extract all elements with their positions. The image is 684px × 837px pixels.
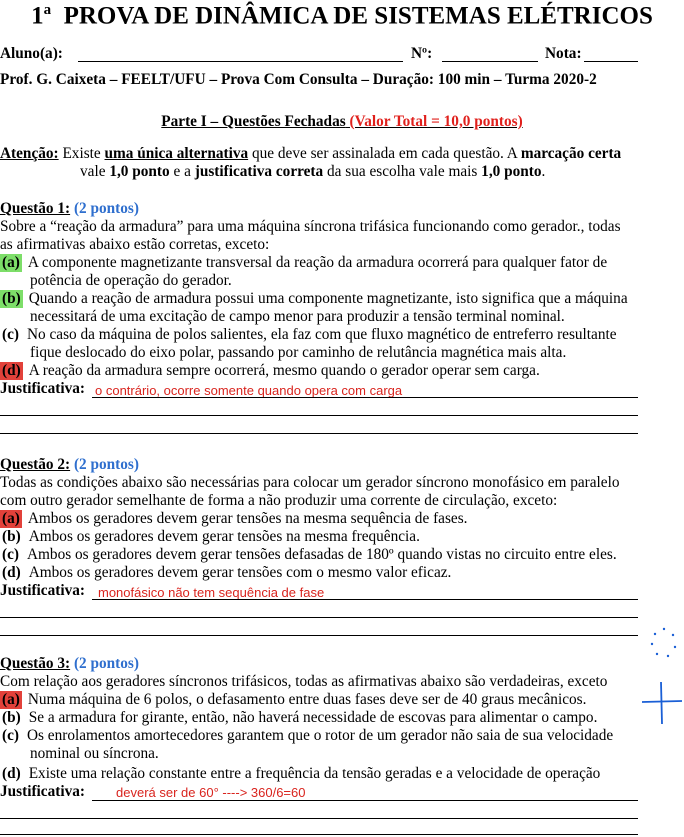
question-1-stem: Sobre a “reação da armadura” para uma máquina síncrona trifásica funcionando como gerador., todas (0, 218, 621, 235)
question-2-stem-cont: com outro gerador semelhante de forma a não produzir uma corrente de circulação, exceto: (0, 492, 558, 509)
q1-option-a[interactable]: (a) A componente magnetizante transversal da reação da armadura ocorrerá para qualquer fator de (2, 254, 608, 271)
grade-blank[interactable] (584, 61, 638, 62)
q2-answer-line-3 (0, 635, 638, 636)
q1-option-c-letter: (c) (2, 326, 19, 343)
q1-option-b[interactable]: (b) Quando a reação de armadura possui uma componente magnetizante, isto significa que a máquina (2, 290, 628, 307)
q2-answer-line (92, 599, 638, 600)
pen-dots-mark (646, 625, 682, 661)
q2-answer-line-2 (0, 617, 638, 618)
q3-answer-line (92, 800, 638, 801)
question-1-header: Questão 1: (2 pontos) (0, 200, 139, 217)
number-label: Nº: (411, 45, 433, 62)
q2-option-d[interactable]: (d) Ambos os geradores devem gerar tensões com o mesmo valor eficaz. (2, 564, 452, 581)
q1-answer[interactable]: o contrário, ocorre somente quando opera com carga (95, 383, 403, 398)
student-blank[interactable] (78, 61, 403, 62)
q1-answer-line-3 (0, 433, 638, 434)
question-1-stem-cont: as afirmativas abaixo estão corretas, exceto: (0, 236, 270, 253)
q2-option-b[interactable]: (b) Ambos os geradores devem gerar tensões na mesma frequência. (2, 528, 420, 545)
q2-option-b-letter: (b) (2, 528, 21, 545)
q3-option-c-cont: nominal ou síncrona. (30, 745, 159, 762)
pen-cross-mark (640, 680, 684, 726)
q3-option-d[interactable]: (d) Existe uma relação constante entre a frequência da tensão geradas e a velocidade de operação (2, 765, 601, 782)
q1-option-c[interactable]: (c) No caso da máquina de polos salientes, ela faz com que fluxo magnético de entreferro resultante (2, 326, 617, 343)
q3-justificativa-label: Justificativa: (0, 783, 85, 800)
q3-option-c[interactable]: (c) Os enrolamentos amortecedores garantem que o rotor de um gerador não saia de sua velocidade (2, 727, 614, 744)
q1-option-c-cont: fique deslocado do eixo polar, passando por caminho de relutância magnética mais alta. (30, 344, 567, 361)
exam-info: Prof. G. Caixeta – FEELT/UFU – Prova Com Consulta – Duração: 100 min – Turma 2020-2 (0, 71, 597, 88)
q1-justificativa-label: Justificativa: (0, 380, 85, 397)
question-2-stem: Todas as condições abaixo são necessárias para colocar um gerador síncrono monofásico em paralelo (0, 474, 620, 491)
q1-option-d[interactable]: (d) A reação da armadura sempre ocorrerá, mesmo quando o gerador operar sem carga. (2, 362, 540, 379)
q3-option-c-letter: (c) (2, 727, 19, 744)
number-blank[interactable] (442, 61, 538, 62)
q3-option-b-letter: (b) (2, 709, 21, 726)
q3-option-d-letter: (d) (2, 765, 21, 782)
attention-line-1: Atenção: Existe uma única alternativa que deve ser assinalada em cada questão. A marcação certa (0, 145, 622, 162)
part-header: Parte I – Questões Fechadas (Valor Total = 10,0 pontos) (161, 113, 523, 130)
q2-justificativa-label: Justificativa: (0, 582, 85, 599)
student-label: Aluno(a): (0, 45, 63, 62)
q3-option-a[interactable]: (a) Numa máquina de 6 polos, o defasamento entre duas fases deve ser de 40 graus mecânicos. (2, 691, 587, 708)
q2-option-c[interactable]: (c) Ambos os geradores devem gerar tensões defasadas de 180º quando vistas no circuito entre eles. (2, 546, 617, 563)
q3-answer[interactable]: deverá ser de 60° ----> 360/6=60 (116, 785, 306, 800)
q3-option-a-letter: (a) (2, 691, 20, 708)
q1-option-a-letter: (a) (2, 254, 20, 271)
q2-option-a[interactable]: (a) Ambos os geradores devem gerar tensões na mesma sequência de fases. (2, 510, 468, 527)
grade-label: Nota: (545, 45, 582, 62)
q2-answer[interactable]: monofásico não tem sequência de fase (98, 585, 325, 600)
q1-option-d-letter: (d) (2, 362, 21, 379)
q1-answer-line-2 (0, 415, 638, 416)
page-title: 1$^a$ PROVA DE DINÂMICA DE SISTEMAS ELÉTRICOS (31, 2, 653, 30)
q2-option-c-letter: (c) (2, 546, 19, 563)
q1-option-b-letter: (b) (2, 290, 21, 307)
attention-line-2: vale 1,0 ponto e a justificativa correta da sua escolha vale mais 1,0 ponto. (80, 163, 546, 180)
question-2-header: Questão 2: (2 pontos) (0, 456, 139, 473)
q3-option-b[interactable]: (b) Se a armadura for girante, então, não haverá necessidade de escovas para alimentar o campo. (2, 709, 598, 726)
q3-answer-line-3 (0, 834, 638, 835)
q1-answer-line (92, 397, 638, 398)
q1-option-b-cont: necessitará de uma excitação de campo menor para produzir a tensão terminal nominal. (30, 308, 565, 325)
q3-answer-line-2 (0, 818, 638, 819)
q2-option-d-letter: (d) (2, 564, 21, 581)
question-3-stem: Com relação aos geradores síncronos trifásicos, todas as afirmativas abaixo são verdadeiras, exceto (0, 673, 608, 690)
q1-option-a-cont: potência de operação do gerador. (30, 272, 232, 289)
question-3-header: Questão 3: (2 pontos) (0, 655, 139, 672)
q2-option-a-letter: (a) (2, 510, 20, 527)
